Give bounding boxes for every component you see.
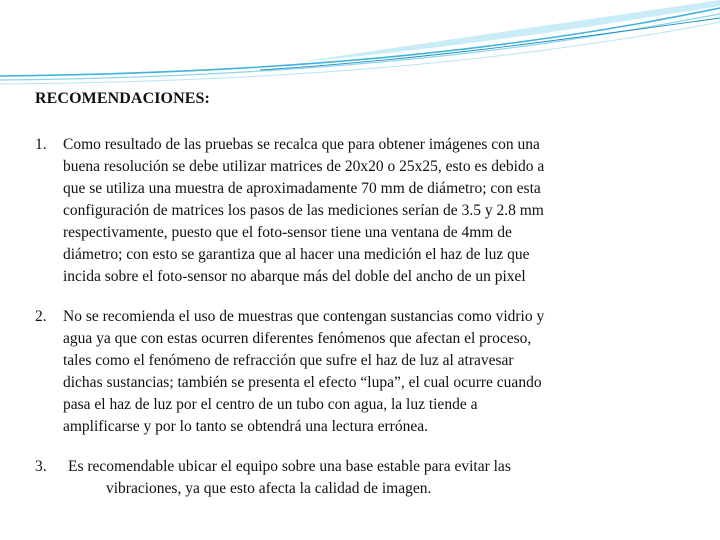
text-line: vibraciones, ya que esto afecta la calidad de imagen. — [106, 480, 432, 497]
text-line: diámetro; con esto se garantiza que al hacer una medición el haz de luz que — [63, 246, 530, 263]
text-line: Como resultado de las pruebas se recalca que para obtener imágenes con una — [63, 136, 540, 153]
recommendation-text — [68, 456, 678, 500]
text-line: tales como el fenómeno de refracción que sufre el haz de luz al atravesar — [63, 352, 514, 369]
slide-heading: RECOMENDACIONES: — [35, 90, 210, 107]
text-line: pasa el haz de luz por el centro de un tubo con agua, la luz tiende a — [63, 396, 478, 413]
text-line: No se recomienda el uso de muestras que contengan sustancias como vidrio y — [63, 308, 545, 325]
text-line: respectivamente, puesto que el foto-sensor tiene una ventana de 4mm de — [63, 224, 512, 241]
text-line: que se utiliza una muestra de aproximadamente 70 mm de diámetro; con esta — [63, 180, 541, 197]
recommendation-number: 3. — [35, 458, 47, 475]
text-line: incida sobre el foto-sensor no abarque más del doble del ancho de un pixel — [63, 268, 526, 285]
recommendation-number: 2. — [35, 308, 47, 325]
recommendation-text — [63, 134, 683, 288]
recommendation-text — [63, 306, 683, 438]
text-line: buena resolución se debe utilizar matrices de 20x20 o 25x25, esto es debido a — [63, 158, 545, 175]
text-line: dichas sustancias; también se presenta el efecto “lupa”, el cual ocurre cuando — [63, 374, 542, 391]
text-line: configuración de matrices los pasos de las mediciones serían de 3.5 y 2.8 mm — [63, 202, 544, 219]
text-line: agua ya que con estas ocurren diferentes fenómenos que afectan el proceso, — [63, 330, 532, 347]
text-line: amplificarse y por lo tanto se obtendrá una lectura errónea. — [63, 418, 428, 435]
recommendation-number: 1. — [35, 136, 47, 153]
text-line: Es recomendable ubicar el equipo sobre una base estable para evitar las — [68, 458, 511, 475]
